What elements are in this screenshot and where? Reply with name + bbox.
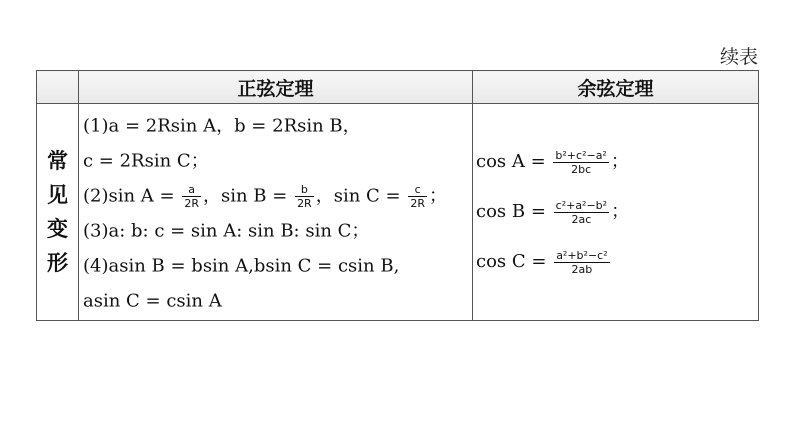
formula-text: cos A = <box>476 151 552 172</box>
row-label-char: 变 <box>47 217 68 241</box>
row-label-char: 见 <box>47 183 68 207</box>
header-empty-cell <box>37 71 79 104</box>
formula-text: c = 2Rsin C； <box>83 150 209 172</box>
row-label-char: 形 <box>47 251 68 275</box>
fraction-numerator: c²+a²−b² <box>555 198 608 212</box>
sine-variants-cell <box>79 104 473 321</box>
formula-text: ，sin B = <box>203 185 294 207</box>
fraction <box>408 183 427 210</box>
sine-formula-line <box>83 248 472 283</box>
fraction <box>182 183 201 210</box>
fraction <box>295 183 314 210</box>
sine-formula-line <box>83 143 472 178</box>
formula-text: asin C = csin A <box>83 290 222 312</box>
fraction-denominator: 2R <box>184 196 199 210</box>
fraction <box>554 199 609 226</box>
formula-text: ，sin C = <box>315 185 407 207</box>
formula-text: cos C = <box>476 251 553 272</box>
formula-text: ； <box>611 201 630 222</box>
fraction <box>553 149 608 176</box>
body-row <box>37 104 759 321</box>
fraction-denominator: 2R <box>410 196 425 210</box>
formula-text: (2)sin A = <box>83 185 181 207</box>
formula-text: (3)a: b: c = sin A: sin B: sin C； <box>83 220 370 242</box>
fraction <box>554 249 609 276</box>
sine-formula-line <box>83 178 472 213</box>
fraction-denominator: 2bc <box>571 162 592 176</box>
fraction-denominator: 2ab <box>571 262 593 276</box>
header-row <box>37 71 759 104</box>
fraction-denominator: 2ac <box>571 212 592 226</box>
formula-text: (4)asin B = bsin A,bsin C = csin B, <box>83 255 400 277</box>
cosine-formula-line <box>476 137 758 187</box>
header-cosine-theorem: 余弦定理 <box>473 71 759 104</box>
row-label <box>37 104 79 321</box>
table-caption: 续表 <box>719 46 758 68</box>
cosine-formula-line <box>476 237 758 287</box>
row-label-char: 常 <box>47 149 68 173</box>
cosine-variants-cell <box>473 104 759 321</box>
fraction-numerator: a <box>182 183 201 197</box>
fraction-numerator: a²+b²−c² <box>556 248 608 262</box>
formula-text: ； <box>610 151 629 172</box>
fraction-numerator: b²+c²−a² <box>555 148 607 162</box>
sine-formula-line <box>83 283 472 318</box>
header-sine-theorem: 正弦定理 <box>79 71 473 104</box>
formula-text: ； <box>428 185 447 207</box>
fraction-numerator: b <box>295 183 314 197</box>
formula-text: (1)a = 2Rsin A，b = 2Rsin B， <box>83 115 361 137</box>
formula-text: cos B = <box>476 201 552 222</box>
fraction-denominator: 2R <box>297 196 312 210</box>
fraction-numerator: c <box>408 183 427 197</box>
sine-formula-line <box>83 213 472 248</box>
cosine-formula-line <box>476 187 758 237</box>
formula-table <box>36 70 759 321</box>
sine-formula-line <box>83 108 472 143</box>
